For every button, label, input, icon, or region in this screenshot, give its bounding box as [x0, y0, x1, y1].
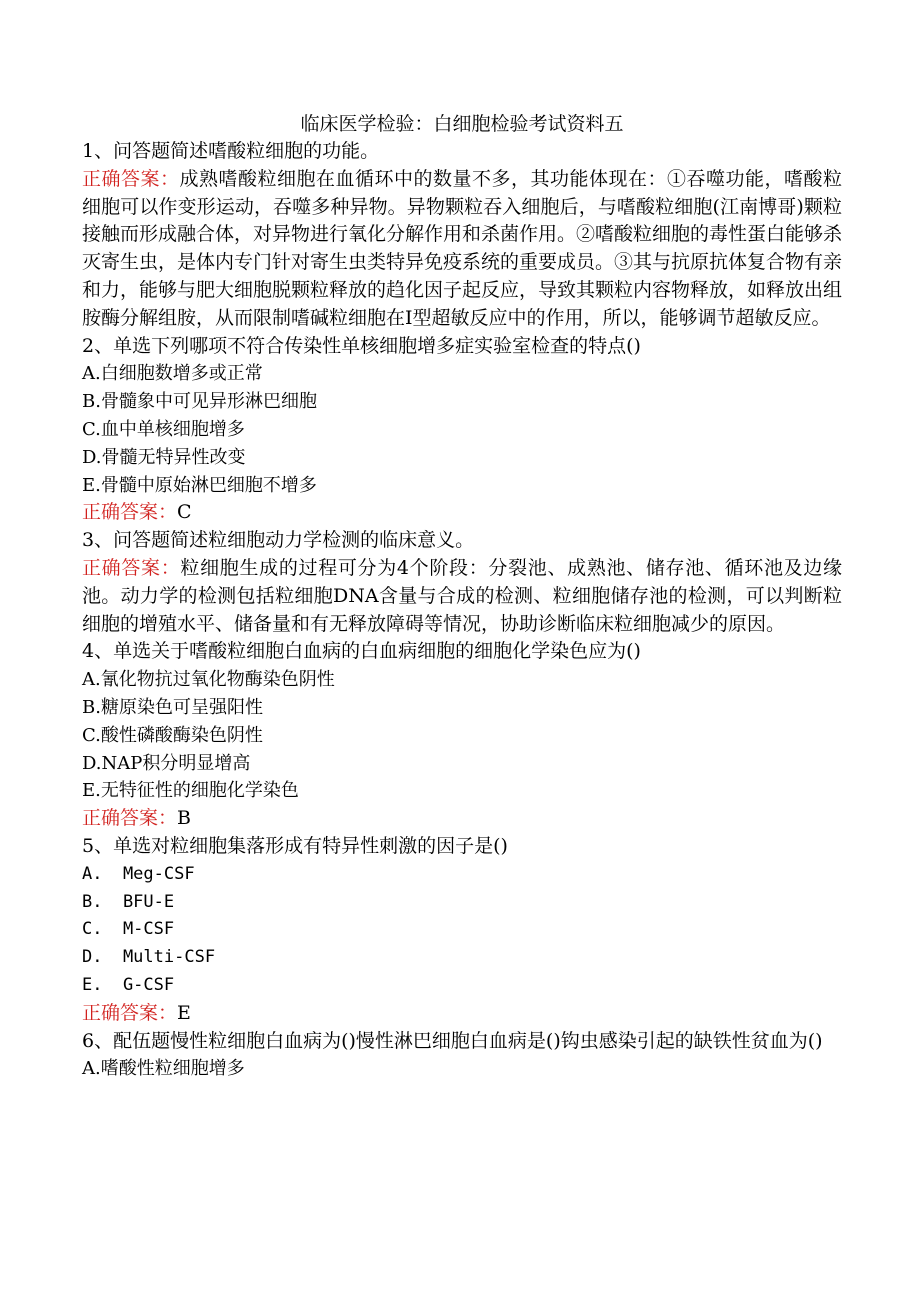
answer-1 — [82, 166, 842, 333]
option: A.白细胞数增多或正常 — [82, 363, 263, 385]
question-2: 2、单选下列哪项不符合传染性单核细胞增多症实验室检查的特点() — [82, 334, 641, 357]
answer-text: 成熟嗜酸粒细胞在血循环中的数量不多，其功能体现在：①吞噬功能，嗜酸粒细胞可以作变形运动，吞噬多种异物。异物颗粒吞入细胞后，与嗜酸粒细胞(江南博哥)颗粒接触而形成融合体，对异物进行氧化分解作用和杀菌作用。②嗜酸粒细胞的毒性蛋白能够杀灭寄生虫，是体内专门针对寄生虫类特异免疫系统的重要成员。③其与抗原抗体复合物有亲和力，能够与肥大细胞脱颗粒释放的趋化因子起反应，导致其颗粒内容物释放，如释放出组胺酶分解组胺，从而限制嗜碱粒细胞在Ⅰ型超敏反应中的作用，所以，能够调节超敏反应。 — [82, 167, 843, 329]
answer-2 — [82, 499, 842, 527]
answer-3 — [82, 555, 842, 638]
question-6: 6、配伍题慢性粒细胞白血病为()慢性淋巴细胞白血病是()钩虫感染引起的缺铁性贫血为() — [82, 1029, 823, 1052]
document-title: 临床医学检验：白细胞检验考试资料五 — [300, 113, 624, 135]
document-page — [82, 110, 842, 1083]
option: B.糖原染色可呈强阳性 — [82, 696, 263, 718]
answer-4 — [82, 805, 842, 833]
question-5: 5、单选对粒细胞集落形成有特异性刺激的因子是() — [82, 834, 508, 857]
answer-label: 正确答案： — [82, 501, 178, 524]
answer-text: B — [177, 807, 191, 830]
option: B.骨髓象中可见异形淋巴细胞 — [82, 391, 317, 413]
answer-label: 正确答案： — [82, 167, 180, 190]
option: E.骨髓中原始淋巴细胞不增多 — [82, 474, 317, 496]
question-1: 1、问答题简述嗜酸粒细胞的功能。 — [82, 140, 380, 162]
question-3: 3、问答题简述粒细胞动力学检测的临床意义。 — [82, 529, 475, 552]
option: C. M-CSF — [82, 919, 175, 940]
answer-label: 正确答案： — [82, 556, 181, 579]
option: C.血中单核细胞增多 — [82, 418, 245, 440]
answer-label: 正确答案： — [82, 1001, 178, 1024]
option: B. BFU-E — [82, 891, 175, 912]
question-4: 4、单选关于嗜酸粒细胞白血病的白血病细胞的细胞化学染色应为() — [82, 640, 641, 663]
option: A. Meg-CSF — [82, 863, 195, 884]
answer-5 — [82, 1000, 842, 1028]
answer-text: E — [177, 1001, 191, 1024]
option: D.NAP积分明显增高 — [82, 752, 251, 774]
option: E.无特征性的细胞化学染色 — [82, 780, 299, 802]
answer-text: 粒细胞生成的过程可分为4个阶段：分裂池、成熟池、储存池、循环池及边缘池。动力学的检测包括粒细胞DNA含量与合成的检测、粒细胞储存池的检测，可以判断粒细胞的增殖水平、储备量和有无释放障碍等情况，协助诊断临床粒细胞减少的原因。 — [82, 556, 842, 635]
option: Α.氰化物抗过氧化物酶染色阴性 — [82, 669, 335, 691]
option: C.酸性磷酸酶染色阴性 — [82, 724, 263, 746]
option: D. Multi-CSF — [82, 947, 216, 968]
option: E. G-CSF — [82, 974, 175, 995]
answer-text: C — [177, 501, 192, 524]
option: D.骨髓无特异性改变 — [82, 446, 246, 468]
option: A.嗜酸性粒细胞增多 — [82, 1058, 245, 1080]
answer-label: 正确答案： — [82, 807, 178, 830]
